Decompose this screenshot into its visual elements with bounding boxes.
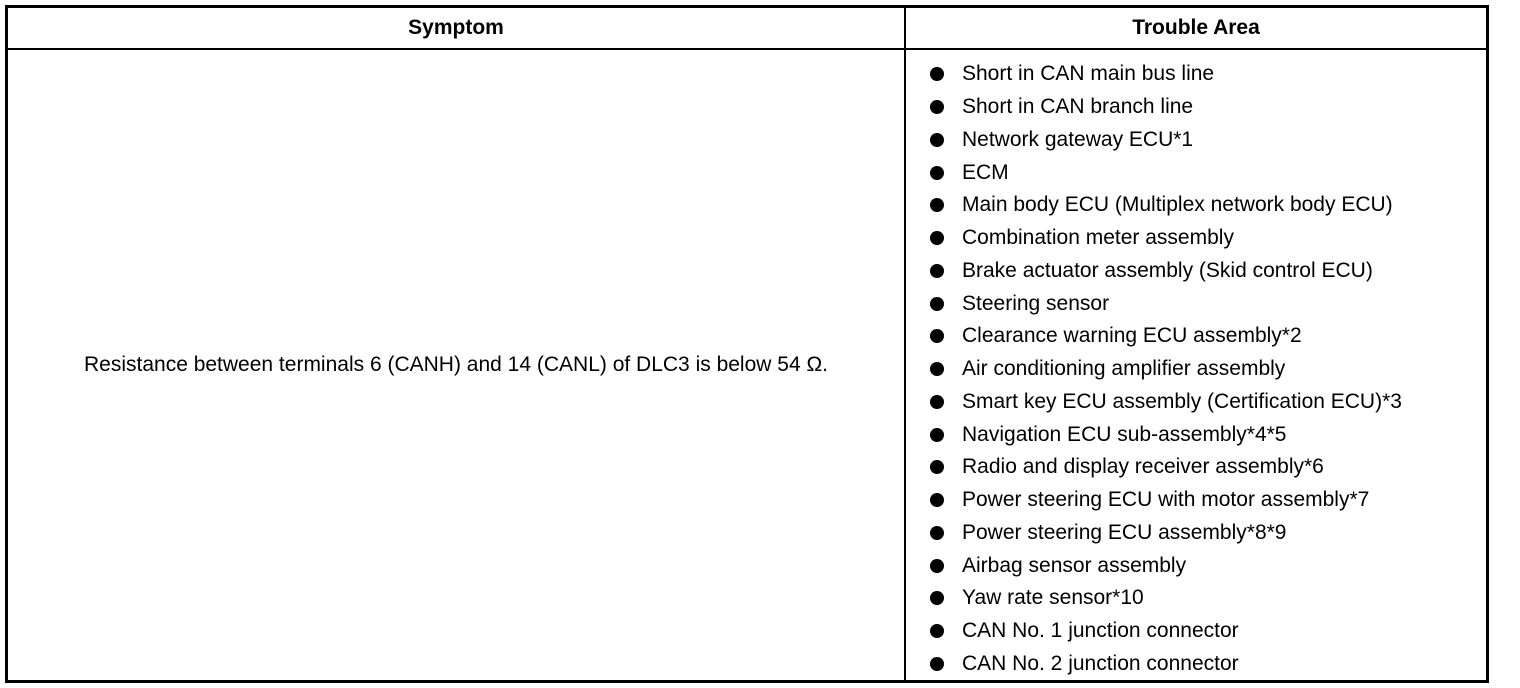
- bullet-icon: [930, 297, 944, 311]
- list-item: [926, 451, 1402, 484]
- list-item: [926, 91, 1402, 124]
- bullet-icon: [930, 231, 944, 245]
- list-item: [926, 222, 1402, 255]
- bullet-icon: [930, 624, 944, 638]
- trouble-area-text: Clearance warning ECU assembly*2: [962, 324, 1302, 348]
- bullet-icon: [930, 166, 944, 180]
- list-item: [926, 189, 1402, 222]
- list-item: [926, 156, 1402, 189]
- list-item: [926, 353, 1402, 386]
- list-item: [926, 287, 1402, 320]
- bullet-icon: [930, 493, 944, 507]
- list-item: [926, 484, 1402, 517]
- header-symptom: Symptom: [408, 16, 504, 39]
- list-item: [926, 549, 1402, 582]
- list-item: [926, 418, 1402, 451]
- trouble-area-list: [926, 58, 1402, 680]
- trouble-area-text: Yaw rate sensor*10: [962, 586, 1144, 610]
- bullet-icon: [930, 67, 944, 81]
- list-item: [926, 320, 1402, 353]
- bullet-icon: [930, 198, 944, 212]
- trouble-area-text: Airbag sensor assembly: [962, 553, 1187, 577]
- trouble-area-text: Power steering ECU assembly*8*9: [962, 520, 1287, 544]
- trouble-area-text: Combination meter assembly: [962, 226, 1234, 250]
- bullet-icon: [930, 362, 944, 376]
- bullet-icon: [930, 591, 944, 605]
- trouble-area-text: ECM: [962, 160, 1009, 184]
- bullet-icon: [930, 100, 944, 114]
- trouble-area-text: Smart key ECU assembly (Certification ECU)*3: [962, 389, 1402, 413]
- table-header-row: [8, 8, 1486, 50]
- trouble-area-text: Network gateway ECU*1: [962, 127, 1194, 151]
- bullet-icon: [930, 460, 944, 474]
- list-item: [926, 386, 1402, 419]
- trouble-area-text: Short in CAN branch line: [962, 95, 1194, 119]
- bullet-icon: [930, 526, 944, 540]
- symptom-table: [5, 5, 1489, 683]
- bullet-icon: [930, 133, 944, 147]
- trouble-area-text: Navigation ECU sub-assembly*4*5: [962, 422, 1287, 446]
- bullet-icon: [930, 395, 944, 409]
- trouble-area-text: CAN No. 2 junction connector: [962, 651, 1239, 675]
- trouble-area-text: Short in CAN main bus line: [962, 62, 1215, 86]
- trouble-area-text: Power steering ECU with motor assembly*7: [962, 488, 1370, 512]
- header-trouble-area: Trouble Area: [1132, 16, 1260, 39]
- trouble-area-text: Steering sensor: [962, 291, 1110, 315]
- list-item: [926, 648, 1402, 681]
- symptom-cell: Resistance between terminals 6 (CANH) and 14 (CANL) of DLC3 is below 54 Ω.: [83, 353, 828, 376]
- bullet-icon: [930, 559, 944, 573]
- column-divider: [904, 8, 906, 680]
- bullet-icon: [930, 428, 944, 442]
- list-item: [926, 517, 1402, 550]
- bullet-icon: [930, 264, 944, 278]
- trouble-area-text: CAN No. 1 junction connector: [962, 619, 1239, 643]
- trouble-area-text: Brake actuator assembly (Skid control ECU): [962, 258, 1373, 282]
- list-item: [926, 255, 1402, 288]
- list-item: [926, 58, 1402, 91]
- bullet-icon: [930, 329, 944, 343]
- list-item: [926, 582, 1402, 615]
- trouble-area-text: Air conditioning amplifier assembly: [962, 357, 1286, 381]
- trouble-area-text: Radio and display receiver assembly*6: [962, 455, 1324, 479]
- list-item: [926, 615, 1402, 648]
- list-item: [926, 124, 1402, 157]
- trouble-area-text: Main body ECU (Multiplex network body ECU): [962, 193, 1393, 217]
- bullet-icon: [930, 657, 944, 671]
